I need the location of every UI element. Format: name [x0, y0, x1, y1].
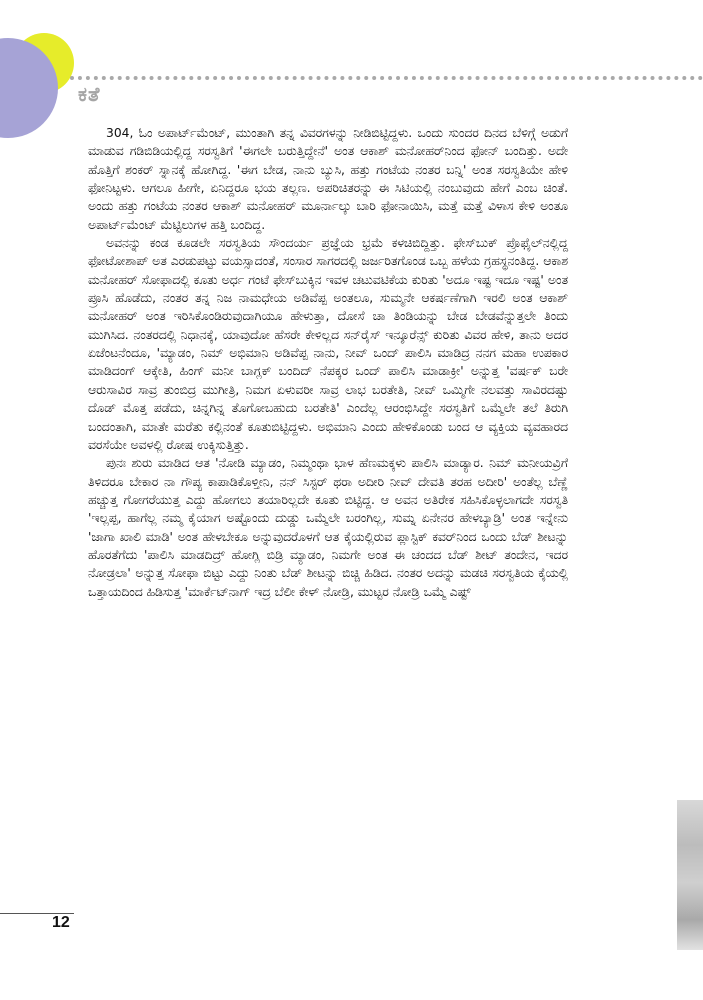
photo-fragment-image [677, 800, 703, 950]
header-dotted-rule [70, 76, 703, 80]
article-body [88, 124, 568, 601]
page-number: 12 [52, 914, 70, 931]
article-paragraph: 304, ಓಂ ಅಪಾರ್ಟ್‌ಮೆಂಟ್, ಮುಂತಾಗಿ ತನ್ನ ವಿವರಗಳನ್ನು ನೀಡಿಬಿಟ್ಟಿದ್ದಳು. ಒಂದು ಸುಂದರ ದಿನದ ಬೆಳಿಗ್ಗೆ ಅಡುಗೆ ಮಾಡುವ ಗಡಿಬಿಡಿಯಲ್ಲಿದ್ದ ಸರಸ್ವತಿಗೆ 'ಈಗಲೇ ಬರುತ್ತಿದ್ದೇನೆ' ಅಂತ ಆಕಾಶ್ ಮನೋಹರ್‌ನಿಂದ ಫೋನ್ ಬಂದಿತ್ತು. ಅದೇ ಹೊತ್ತಿಗೆ ಶಂಕರ್ ಸ್ನಾನಕ್ಕೆ ಹೋಗಿದ್ದ. 'ಈಗ ಬೇಡ, ನಾನು ಬ್ಯುಸಿ, ಹತ್ತು ಗಂಟೆಯ ನಂತರ ಬನ್ನಿ' ಅಂತ ಸರಸ್ವತಿಯೇ ಹೇಳಿ ಫೋನಿಟ್ಟಳು. ಆಗಲೂ ಹೀಗೇ, ಏನಿದ್ದರೂ ಭಯ ತಲ್ಲಣ. ಅಪರಿಚಿತರನ್ನು ಈ ಸಿಟಿಯಲ್ಲಿ ನಂಬುವುದು ಹೇಗೆ ಎಂಬ ಚಿಂತೆ. ಅಂದು ಹತ್ತು ಗಂಟೆಯ ನಂತರ ಆಕಾಶ್ ಮನೋಹರ್ ಮೂರ್ನಾಲ್ಕು ಬಾರಿ ಫೋನಾಯಿಸಿ, ಮತ್ತೆ ಮತ್ತೆ ವಿಳಾಸ ಕೇಳಿ ಅಂತೂ ಅಪಾರ್ಟ್‌ಮೆಂಟ್ ಮೆಟ್ಟಿಲುಗಳ ಹತ್ತಿ ಬಂದಿದ್ದ. [88, 126, 568, 232]
article-paragraph: ಅವನನ್ನು ಕಂಡ ಕೂಡಲೇ ಸರಸ್ವತಿಯ ಸೌಂದರ್ಯ ಪ್ರಜ್ಞೆಯ ಭ್ರಮೆ ಕಳಚಿಬಿದ್ದಿತ್ತು. ಫೇಸ್‌ಬುಕ್ ಪ್ರೊಫೈಲ್‌ನಲ್ಲಿದ್ದ ಫೋಟೋಶಾಪ್ ಅತ ಎರಡುಪಟ್ಟು ವಯಸ್ಸಾದಂತೆ, ಸಂಸಾರ ಸಾಗರದಲ್ಲಿ ಜರ್ಜರಿತಗೊಂಡ ಒಬ್ಬ ಹಳೆಯ ಗ್ರಹಸ್ಥನಂತಿದ್ದ. ಆಕಾಶ ಮನೋಹರ್ ಸೋಫಾದಲ್ಲಿ ಕೂತು ಅರ್ಧ ಗಂಟೆ ಫೇಸ್‌ಬುಕ್ಕಿನ ಇವಳ ಚಟುವಟಿಕೆಯ ಕುರಿತು 'ಅದೂ ಇಷ್ಟ ಇದೂ ಇಷ್ಟ' ಅಂತ ಪ್ರೂಸಿ ಹೊಡೆದು, ನಂತರ ತನ್ನ ನಿಜ ನಾಮಧೇಯ ಅಡಿವೆಪ್ಪ ಅಂತಲೂ, ಸುಮ್ಮನೇ ಆಕರ್ಷಣೆಗಾಗಿ ಇರಲಿ ಅಂತ ಆಕಾಶ್ ಮನೋಹರ್ ಅಂತ ಇರಿಸಿಕೊಂಡಿರುವುದಾಗಿಯೂ ಹೇಳುತ್ತಾ, ದೋಸೆ ಚಾ ತಿಂಡಿಯನ್ನು ಬೇಡ ಬೇಡವೆನ್ನುತ್ತಲೇ ತಿಂದು ಮುಗಿಸಿದ. ನಂತರದಲ್ಲಿ ನಿಧಾನಕ್ಕೆ, ಯಾವುದೋ ಹೆಸರೇ ಕೇಳಿಲ್ಲದ ಸನ್‌ರೈಸ್ ಇನ್ಶೂರೆನ್ಸ್ ಕುರಿತು ವಿವರ ಹೇಳಿ, ತಾನು ಅದರ ಏಜೆಂಟನೆಂದೂ, 'ಮ್ಯಾಡಂ, ನಿಮ್ ಅಭಿಮಾನಿ ಅಡಿವೆಪ್ಪ ನಾನು, ನೀವ್ ಒಂದ್ ಪಾಲಿಸಿ ಮಾಡಿದ್ರ ನನಗ ಮಹಾ ಉಪಕಾರ ಮಾಡಿದಂಗ್ ಆಕ್ಕೇತಿ, ಹಿಂಗ್ ಮನೀ ಬಾಗ್ಲಕ್ ಬಂದಿದ್ ನೆಪಕ್ಕರ ಒಂದ್ ಪಾಲಿಸಿ ಮಾಡಾಕ್ರೀ' ಅನ್ನುತ್ತ 'ವರ್ಷಕ್ ಬರೇ ಆರುಸಾವಿರ ಸಾವ್ರ ತುಂಬಿದ್ರ ಮುಗೀತ್ರಿ, ನಿಮಗ ಏಳುವರೀ ಸಾವ್ರ ಲಾಭ ಬರತೇತಿ, ನೀವ್ ಒಮ್ಮಿಗೇ ನಲವತ್ತು ಸಾವಿರದಷ್ಟು ದೊಡ್ ಮೊತ್ತ ಪಡೆದು, ಚಿನ್ನಗಿನ್ನ ತೊಗೋಬಹುದು ಬರತೇತಿ' ಎಂದೆಲ್ಲ ಆರಂಭಿಸಿದ್ದೇ ಸರಸ್ವತಿಗೆ ಒಮ್ಮೆಲೇ ತಲೆ ತಿರುಗಿ ಬಂದಂತಾಗಿ, ಮಾತೇ ಮರೆತು ಕಲ್ಲಿನಂತೆ ಕೂತುಬಿಟ್ಟಿದ್ದಳು. ಅಭಿಮಾನಿ ಎಂದು ಹೇಳಿಕೊಂಡು ಬಂದ ಆ ವ್ಯಕ್ತಿಯ ವ್ಯವಹಾರದ ವರಸೆಯೇ ಅವಳಲ್ಲಿ ರೋಷ ಉಕ್ಕಿಸುತ್ತಿತ್ತು. [88, 236, 568, 452]
section-label: ಕತೆ [78, 82, 101, 106]
article-paragraph: ಪುನಃ ಶುರು ಮಾಡಿದ ಆತ 'ನೋಡಿ ಮ್ಯಾಡಂ, ನಿಮ್ಮಂಥಾ ಭಾಳ ಹೆಣಮಕ್ಕಳು ಪಾಲಿಸಿ ಮಾಡ್ಯಾರ. ನಿಮ್ ಮನೀಯವ್ರಿಗೆ ತಿಳಿದರೂ ಬೇಕಾರ ನಾ ಗೌಪ್ಯ ಕಾಪಾಡಿಕೊಳ್ತೀನಿ, ನನ್ ಸಿಸ್ಟರ್ ಥರಾ ಅದೀರಿ ನೀವ್ ದೇವತಿ ತರಹ ಅದೀರಿ' ಅಂತೆಲ್ಲ ಬೆಣ್ಣೆ ಹಚ್ಚುತ್ತ ಗೋಗರೆಯುತ್ತ ಎದ್ದು ಹೋಗಲು ತಯಾರಿಲ್ಲದೇ ಕೂತು ಬಿಟ್ಟಿದ್ದ. ಆ ಅವನ ಅತಿರೇಕ ಸಹಿಸಿಕೊಳ್ಳಲಾಗದೇ ಸರಸ್ವತಿ 'ಇಲ್ಲಪ್ಪ, ಹಾಗೆಲ್ಲ ನಮ್ಮ ಕೈಯಾಗ ಅಷ್ಟೊಂದು ದುಡ್ಡು ಒಮ್ಮೆಲೇ ಬರಂಗಿಲ್ಲ, ಸುಮ್ನ ಏನೇನರ ಹೇಳಬ್ಯಾಡ್ರಿ' ಅಂತ ಇನ್ನೇನು 'ಜಾಗಾ ಖಾಲಿ ಮಾಡಿ' ಅಂತ ಹೇಳಬೇಕೂ ಅನ್ನುವುದರೊಳಗೆ ಆತ ಕೈಯಲ್ಲಿರುವ ಪ್ಲಾಸ್ಟಿಕ್ ಕವರ್‌ನಿಂದ ಒಂದು ಬೆಡ್ ಶೀಟನ್ನು ಹೊರತೆಗೆದು 'ಪಾಲಿಸಿ ಮಾಡದಿದ್ರ್ ಹೋಗ್ಲಿ ಬಿಡ್ರಿ ಮ್ಯಾಡಂ, ನಿಮಗೇ ಅಂತ ಈ ಚಂದದ ಬೆಡ್ ಶೀಟ್ ತಂದೇನ, ಇದರ ನೋಡ್ರಲಾ' ಅನ್ನುತ್ತ ಸೋಫಾ ಬಿಟ್ಟು ಎದ್ದು ನಿಂತು ಬೆಡ್ ಶೀಟನ್ನು ಬಿಚ್ಚಿ ಹಿಡಿದ. ನಂತರ ಅದನ್ನು ಮಡಚಿ ಸರಸ್ವತಿಯ ಕೈಯಲ್ಲಿ ಒತ್ತಾಯದಿಂದ ಹಿಡಿಸುತ್ತ 'ಮಾರ್ಕೆಟ್‌ನಾಗ್ ಇದ್ರ ಬೆಲೀ ಕೇಳ್ ನೋಡ್ರಿ, ಮುಟ್ಟರ ನೋಡ್ರಿ ಒಮ್ಮೆ ಎಷ್ಟ್ [88, 456, 568, 599]
